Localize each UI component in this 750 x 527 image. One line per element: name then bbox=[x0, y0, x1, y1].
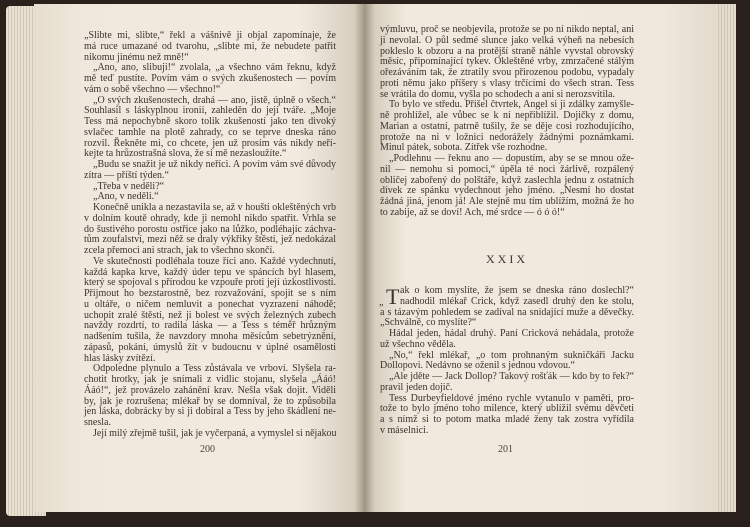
text-line: mě teď pustíte. Povím vám o svých zkušenostech — povím bbox=[84, 73, 336, 84]
paragraph bbox=[380, 372, 634, 394]
text-line: do šustivého porostu ostřice jako na lůžko, podléhajíc záchva- bbox=[84, 223, 336, 235]
text-line: protože na ni v ložnici nedorážely žádnými poznámkami. bbox=[380, 131, 634, 143]
text-line: měsíc, připomínající tykev. Okleštěné vrby, zmrzačené stálým bbox=[380, 56, 634, 68]
text-line: Tess Durbeyfieldové jméno rychle vytanulo v paměti, pro- bbox=[389, 392, 634, 404]
paragraph bbox=[84, 31, 336, 63]
text-line: Přijmout ho bezstarostně, bez rozvažování, spojit se s ním bbox=[84, 288, 336, 299]
text-line: uchopit zralé štěstí, než ji bolest ve svých železných zubech bbox=[84, 309, 336, 321]
paragraph bbox=[84, 160, 336, 182]
text-line: v dolním koutě ohrady, kde ji nemohl nikdo spatřit. Vrhla se bbox=[84, 212, 336, 224]
text-line: pravil jeden dojič. bbox=[380, 381, 453, 393]
right-page-text-top bbox=[380, 25, 634, 219]
text-line: Odpoledne plynulo a Tess zůstávala ve vrboví. Slyšela ra- bbox=[93, 363, 336, 375]
text-line: „Ale jděte — Jack Dollop? Takový rošťák — kdo by to řek?“ bbox=[389, 371, 634, 382]
paragraph bbox=[380, 329, 634, 351]
text-line: chotit hrotky, jak je snímali z vidlic stojanu, slyšela „Ááó! bbox=[84, 374, 336, 385]
text-line: Tess má nepochybně skoro tolik zkušeností jako ten divoký bbox=[84, 116, 336, 127]
text-line: obličej zabořený do polštáře, když zaslechla jednu z ostatních bbox=[380, 174, 634, 186]
text-line: To bylo ve středu. Přišel čtvrtek, Angel si ji zdálky zamyšle- bbox=[389, 99, 634, 111]
page-number-left: 200 bbox=[200, 444, 215, 455]
text-line: proti němu jako příšery s vlasy trčícími do všech stran. Tess bbox=[380, 77, 634, 89]
paragraph bbox=[380, 154, 634, 219]
text-line: tům zoufalství, mezi něž se draly výkřiky štěstí, jež nedokázal bbox=[84, 234, 336, 246]
text-line: tože to bylo jméno toho milence, který ublížil svému děvčeti bbox=[380, 403, 634, 415]
text-line: v máselnici. bbox=[380, 424, 429, 436]
text-line: „No,“ řekl mlékař, „o tom prohnaným sukničkáři Jacku bbox=[389, 349, 634, 361]
paragraph bbox=[380, 25, 634, 100]
text-line: každá kapka krve, každý úder tepu ve spáncích byl hlasem, bbox=[84, 266, 336, 278]
paragraph bbox=[380, 394, 634, 437]
text-line: navždy rozdrtí, to radila láska — a Tess s téměř hrůzným bbox=[84, 320, 336, 332]
text-line: Souhlasil s láskyplnou ironií, zahleděn do její tváře. „Moje bbox=[84, 105, 336, 117]
text-line: zítra — příští týden.“ bbox=[84, 169, 169, 181]
left-page bbox=[34, 4, 364, 512]
text-line: Hádal jeden, hádal druhý. Paní Cricková nehádala, protože bbox=[389, 328, 634, 339]
paragraph bbox=[380, 351, 634, 373]
text-line: u oltáře, o ničem nemluvit a ponechat vyzrazení náhodě; bbox=[84, 298, 336, 310]
text-line: Ááó!“, jež provázelo zahánění krav. Nešla však dojit. Viděli bbox=[84, 384, 336, 396]
left-page-text bbox=[84, 31, 336, 440]
text-line: a s nímž si to potom matka mladé ženy tak zostra vyřídila bbox=[380, 414, 634, 425]
paragraph bbox=[84, 364, 336, 429]
chapter-heading: XXIX bbox=[486, 252, 528, 266]
text-line: vám o sobě všechno — všechno!“ bbox=[84, 83, 221, 95]
text-line: pokleslo k obzoru a na protější straně náhle vyvstal obrovský bbox=[380, 45, 634, 57]
text-line: „Třeba v neděli?“ bbox=[93, 180, 165, 192]
text-line: „Ano, v neděli.“ bbox=[93, 191, 159, 203]
text-line: jen láska, dobrácky by si ji dobíral a Tess by jeho škádlení ne- bbox=[84, 406, 336, 418]
text-line: ak o kom myslíte, že jsem se dneska ráno doslechl?“ bbox=[400, 285, 634, 296]
right-page bbox=[364, 4, 716, 512]
text-line: který se spojoval s přírodou ke vzpouře proti její úzkostlivosti. bbox=[84, 277, 336, 289]
right-page-edges bbox=[716, 4, 736, 512]
text-line: „Podlehnu — řeknu ano — dopustím, aby se se mnou ože- bbox=[389, 153, 634, 164]
paragraph bbox=[84, 429, 336, 440]
text-line: „Slibte mi, slibte,“ řekl a vášnivě ji objal zapomínaje, že bbox=[84, 30, 336, 41]
text-line: výmluvu, proč se neobjevila, protože se po ní nikdo neptal, ani bbox=[380, 24, 634, 35]
paragraph bbox=[84, 63, 336, 95]
text-line: hlas lásky zvítězí. bbox=[84, 352, 156, 364]
text-line: Marian a ostatní, patrně tušily, že se děje cosi rozhodujícího, bbox=[380, 120, 634, 132]
right-page-text-bottom bbox=[380, 286, 634, 437]
paragraph bbox=[84, 203, 336, 257]
paragraph bbox=[84, 257, 336, 365]
text-line: Minul pátek, sobota. Zítřek vše rozhodne. bbox=[380, 142, 548, 154]
text-line: ořezáváním tak, že ztratily svou přirozenou podobu, vypadaly bbox=[380, 67, 634, 78]
text-line: kejte ta hrůzostrašná slova, že si mě nezasloužíte.“ bbox=[84, 148, 287, 160]
text-line: se vrátila do domu, vyšla po schodech a ani si nerozsvítila. bbox=[380, 88, 615, 100]
text-line: „Schválně, co myslíte?“ bbox=[380, 317, 477, 329]
text-line: nikomu jinému než mně!“ bbox=[84, 51, 189, 63]
text-line: svlačec tamhle na plotě zahrady, co se teprve dneska ráno bbox=[84, 126, 336, 138]
text-line: ji nevolal. O půl sedmé slunce jako velká výheň na nebesích bbox=[380, 34, 634, 46]
text-line: už všechno věděla. bbox=[380, 338, 456, 350]
text-line: Konečně unikla a nezastavila se, až v houští okleštěných vrb bbox=[93, 202, 336, 213]
paragraph bbox=[380, 308, 634, 330]
text-line: zápasů, pokání, úmyslů žít v budoucnu v úplné osamělosti bbox=[84, 341, 336, 353]
text-line: Dollopovi. Nedávno se oženil s jednou vdovou.“ bbox=[380, 360, 575, 372]
chapter-opening bbox=[380, 286, 634, 308]
paragraph bbox=[84, 96, 336, 161]
text-line: má ruce umazané od tvarohu, „slibte mi, že nebudete patřit bbox=[84, 40, 336, 52]
text-line: Její milý zřejmě tušil, jak je vyčerpaná, a vymyslel si nějakou bbox=[93, 427, 337, 439]
text-line: rozvil. Řekněte mi, co chcete, jen už prosím vás nikdy neří- bbox=[84, 137, 336, 149]
text-line: nil — nemohu si pomoci,“ úpěla té noci žárlivě, rozpálený bbox=[380, 163, 634, 175]
text-line: „O svých zkušenostech, drahá — ano, jistě, úplně o všech.“ bbox=[93, 94, 336, 106]
text-line: a s tázavým pohledem se zadíval na snídající muže a děvečky. bbox=[380, 306, 634, 318]
text-line: ně prohlížel, ale vůbec se k ní nepřiblížil. Dojičky z domu, bbox=[380, 110, 634, 121]
text-line: to zabije, až se doví! Ach, mé srdce — ó ó ó!“ bbox=[380, 206, 565, 218]
text-line: nadšením tušila, že navzdory mnoha měsícům sebetrýznění, bbox=[84, 331, 336, 342]
text-line: „Budu se snažit je už nikdy neříci. A povím vám své důvody bbox=[93, 159, 336, 170]
text-line: dívek ze spánku vydechnout jeho jméno. „Nesmí ho dostat bbox=[380, 185, 634, 197]
text-line: by, jak je rozrušena; mlékař by se domníval, že to způsobila bbox=[84, 395, 336, 407]
drop-cap-quote: „ bbox=[379, 297, 384, 308]
text-line: „Ano, ano, slibuji!“ zvolala, „a všechno vám řeknu, když bbox=[93, 62, 336, 74]
text-line: žádná jiná, jenom já! Ale stejně mu tím ublížím, možná že ho bbox=[380, 196, 634, 207]
text-line: snesla. bbox=[84, 417, 111, 428]
page-number-right: 201 bbox=[498, 444, 513, 455]
text-line: nadhodil mlékař Crick, když zasedl druhý den ke stolu, bbox=[400, 295, 634, 307]
paragraph bbox=[380, 100, 634, 154]
text-line: Ve skutečnosti podléhala touze říci ano. Každé vydechnutí, bbox=[93, 255, 336, 267]
text-line: zcela přemoci ani strach, jak to všechno skončí. bbox=[84, 245, 275, 256]
drop-cap: T bbox=[386, 284, 400, 309]
